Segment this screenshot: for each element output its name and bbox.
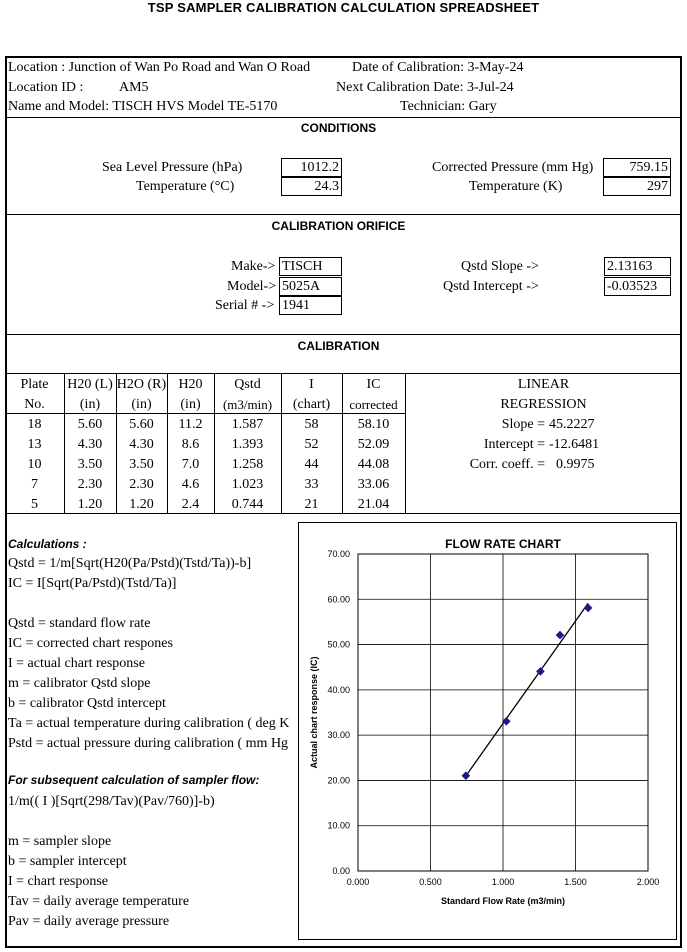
table-cell: 5.60 xyxy=(77,417,103,432)
x-tick-label: 0.500 xyxy=(419,877,442,887)
regression-header-2: REGRESSION xyxy=(500,397,587,412)
table-cell: 58.10 xyxy=(357,417,390,432)
table-cell: 44 xyxy=(304,457,319,472)
orifice-header: CALIBRATION ORIFICE xyxy=(271,219,406,233)
column-header: (in) xyxy=(180,397,201,412)
table-cell: 11.2 xyxy=(178,417,203,432)
table-cell: 58 xyxy=(304,417,319,432)
data-point xyxy=(556,632,563,639)
data-point xyxy=(585,604,592,611)
intercept-value: -12.6481 xyxy=(549,437,600,452)
table-cell: 52 xyxy=(304,437,319,452)
regression-header-1: LINEAR xyxy=(517,377,570,392)
table-cell: 2.30 xyxy=(77,477,103,492)
column-header: corrected xyxy=(349,397,398,412)
location-text: Location : Junction of Wan Po Road and Wan O Road xyxy=(8,60,311,75)
y-tick-label: 70.00 xyxy=(327,549,350,559)
column-header: (in) xyxy=(131,397,152,412)
y-tick-label: 40.00 xyxy=(327,684,350,695)
sampler-calculation-line: I = chart response xyxy=(8,874,109,889)
table-cell: 33 xyxy=(304,477,319,492)
calculation-line: IC = I[Sqrt(Pa/Pstd)(Tstd/Ta)] xyxy=(8,576,177,591)
table-cell: 1.587 xyxy=(231,417,264,432)
divider xyxy=(5,334,682,335)
subsequent-calc-header: For subsequent calculation of sampler flow: xyxy=(8,773,260,787)
y-tick-label: 60.00 xyxy=(327,594,350,605)
sampler-calculation-line: m = sampler slope xyxy=(8,834,112,849)
column-header: IC xyxy=(366,377,381,392)
corr-coeff-label: Corr. coeff. = xyxy=(469,457,545,472)
temperature-k-label: Temperature (K) xyxy=(469,179,563,194)
chart-title: FLOW RATE CHART xyxy=(445,537,561,551)
x-tick-label: 2.000 xyxy=(636,877,660,887)
calibration-header: CALIBRATION xyxy=(297,339,380,353)
column-header: (m3/min) xyxy=(222,397,273,412)
y-tick-label: 30.00 xyxy=(327,730,350,741)
calculation-line: m = calibrator Qstd slope xyxy=(8,676,151,691)
table-cell: 1.023 xyxy=(231,477,264,492)
calculation-line: Qstd = standard flow rate xyxy=(8,616,151,631)
table-cell: 3.50 xyxy=(129,457,154,472)
table-cell: 1.258 xyxy=(231,457,264,472)
table-cell: 5.60 xyxy=(129,417,154,432)
x-tick-label: 1.000 xyxy=(491,877,515,887)
table-cell: 10 xyxy=(27,457,42,472)
table-cell: 7 xyxy=(31,477,38,492)
table-cell: 4.30 xyxy=(129,437,154,452)
column-header: (in) xyxy=(79,397,101,412)
make-label: Make-> xyxy=(231,259,276,274)
sampler-calculation-line: Pav = daily average pressure xyxy=(8,914,170,929)
table-cell: 2.4 xyxy=(181,497,200,512)
qstd-intercept-field[interactable]: -0.03523 xyxy=(604,277,671,296)
serial-field[interactable]: 1941 xyxy=(279,296,342,315)
flow-rate-chart xyxy=(298,522,677,940)
model-label: Model-> xyxy=(227,279,277,294)
location-id-label: Location ID : xyxy=(8,80,84,95)
slope-label: Slope = xyxy=(501,417,545,432)
table-cell: 8.6 xyxy=(181,437,200,452)
next-calibration-date-text: Next Calibration Date: 3-Jul-24 xyxy=(336,80,514,95)
column-header: H20 (L) xyxy=(67,377,113,392)
calculation-line: IC = corrected chart respones xyxy=(8,636,173,651)
table-cell: 52.09 xyxy=(357,437,390,452)
y-tick-label: 20.00 xyxy=(327,775,350,786)
chart-canvas xyxy=(299,523,676,939)
calculations-header: Calculations : xyxy=(8,537,87,551)
sampler-calculation-line: b = sampler intercept xyxy=(8,854,127,869)
sampler-calculation-line: Tav = daily average temperature xyxy=(8,894,190,909)
column-header: I xyxy=(309,377,314,392)
table-cell: 2.30 xyxy=(129,477,154,492)
sampler-calculation-line: 1/m(( I )[Sqrt(298/Tav)(Pav/760)]-b) xyxy=(8,794,215,809)
name-model-text: Name and Model: TISCH HVS Model TE-5170 xyxy=(8,99,278,114)
corr-coeff-value: 0.9975 xyxy=(556,457,595,472)
temperature-k-field[interactable]: 297 xyxy=(603,177,671,196)
table-cell: 4.30 xyxy=(77,437,103,452)
technician-text: Technician: Gary xyxy=(400,99,497,114)
qstd-slope-label: Qstd Slope -> xyxy=(461,259,539,274)
temperature-c-field[interactable]: 24.3 xyxy=(281,177,342,196)
serial-label: Serial # -> xyxy=(215,298,275,313)
data-point xyxy=(503,718,510,725)
x-axis-label: Standard Flow Rate (m3/min) xyxy=(440,896,566,906)
table-cell: 7.0 xyxy=(181,457,200,472)
sea-level-pressure-label: Sea Level Pressure (hPa) xyxy=(102,160,243,175)
location-id-value: AM5 xyxy=(119,80,149,95)
column-header: Qstd xyxy=(234,377,261,392)
column-header: H2O (R) xyxy=(116,377,167,392)
calibration-date-text: Date of Calibration: 3-May-24 xyxy=(352,60,524,75)
y-tick-label: 0.00 xyxy=(332,866,350,876)
table-cell: 18 xyxy=(27,417,42,432)
divider xyxy=(5,373,682,374)
corrected-pressure-label: Corrected Pressure (mm Hg) xyxy=(432,160,594,175)
divider xyxy=(5,513,682,514)
table-cell: 21.04 xyxy=(357,497,390,512)
table-cell: 0.744 xyxy=(231,497,264,512)
column-header: (chart) xyxy=(292,397,331,412)
calculation-line: Ta = actual temperature during calibration ( deg K xyxy=(8,716,290,731)
table-cell: 1.20 xyxy=(129,497,154,512)
qstd-intercept-label: Qstd Intercept -> xyxy=(443,279,539,294)
conditions-header: CONDITIONS xyxy=(300,121,377,135)
temperature-c-label: Temperature (°C) xyxy=(136,179,235,194)
divider xyxy=(5,214,682,215)
page-title: TSP SAMPLER CALIBRATION CALCULATION SPREADSHEET xyxy=(147,0,540,15)
qstd-slope-field[interactable]: 2.13163 xyxy=(604,257,671,276)
table-cell: 3.50 xyxy=(77,457,103,472)
table-cell: 13 xyxy=(27,437,42,452)
corrected-pressure-field[interactable]: 759.15 xyxy=(603,158,671,177)
intercept-label: Intercept = xyxy=(483,437,545,452)
column-header: No. xyxy=(24,397,45,412)
divider xyxy=(5,117,682,118)
make-field[interactable]: TISCH xyxy=(279,257,342,276)
column-header: Plate xyxy=(20,377,49,392)
column-header: H20 xyxy=(178,377,203,392)
table-cell: 44.08 xyxy=(357,457,390,472)
model-field[interactable]: 5025A xyxy=(279,277,342,296)
table-cell: 21 xyxy=(304,497,319,512)
table-cell: 1.20 xyxy=(77,497,103,512)
table-cell: 33.06 xyxy=(357,477,390,492)
sea-level-pressure-field[interactable]: 1012.2 xyxy=(281,158,342,177)
x-tick-label: 1.500 xyxy=(564,877,587,887)
table-cell: 1.393 xyxy=(231,437,264,452)
calculation-line: I = actual chart response xyxy=(8,656,145,671)
x-tick-label: 0.000 xyxy=(346,877,370,887)
calculation-line: Qstd = 1/m[Sqrt(H20(Pa/Pstd)(Tstd/Ta))-b] xyxy=(8,556,252,571)
y-tick-label: 10.00 xyxy=(327,820,350,831)
header-underline xyxy=(5,413,406,414)
table-cell: 5 xyxy=(31,497,38,512)
y-axis-label: Actual chart response (IC) xyxy=(309,656,319,769)
y-tick-label: 50.00 xyxy=(327,639,350,650)
table-cell: 4.6 xyxy=(181,477,200,492)
calculation-line: b = calibrator Qstd intercept xyxy=(8,696,166,711)
slope-value: 45.2227 xyxy=(549,417,595,432)
calculation-line: Pstd = actual pressure during calibration ( mm Hg xyxy=(8,736,289,751)
